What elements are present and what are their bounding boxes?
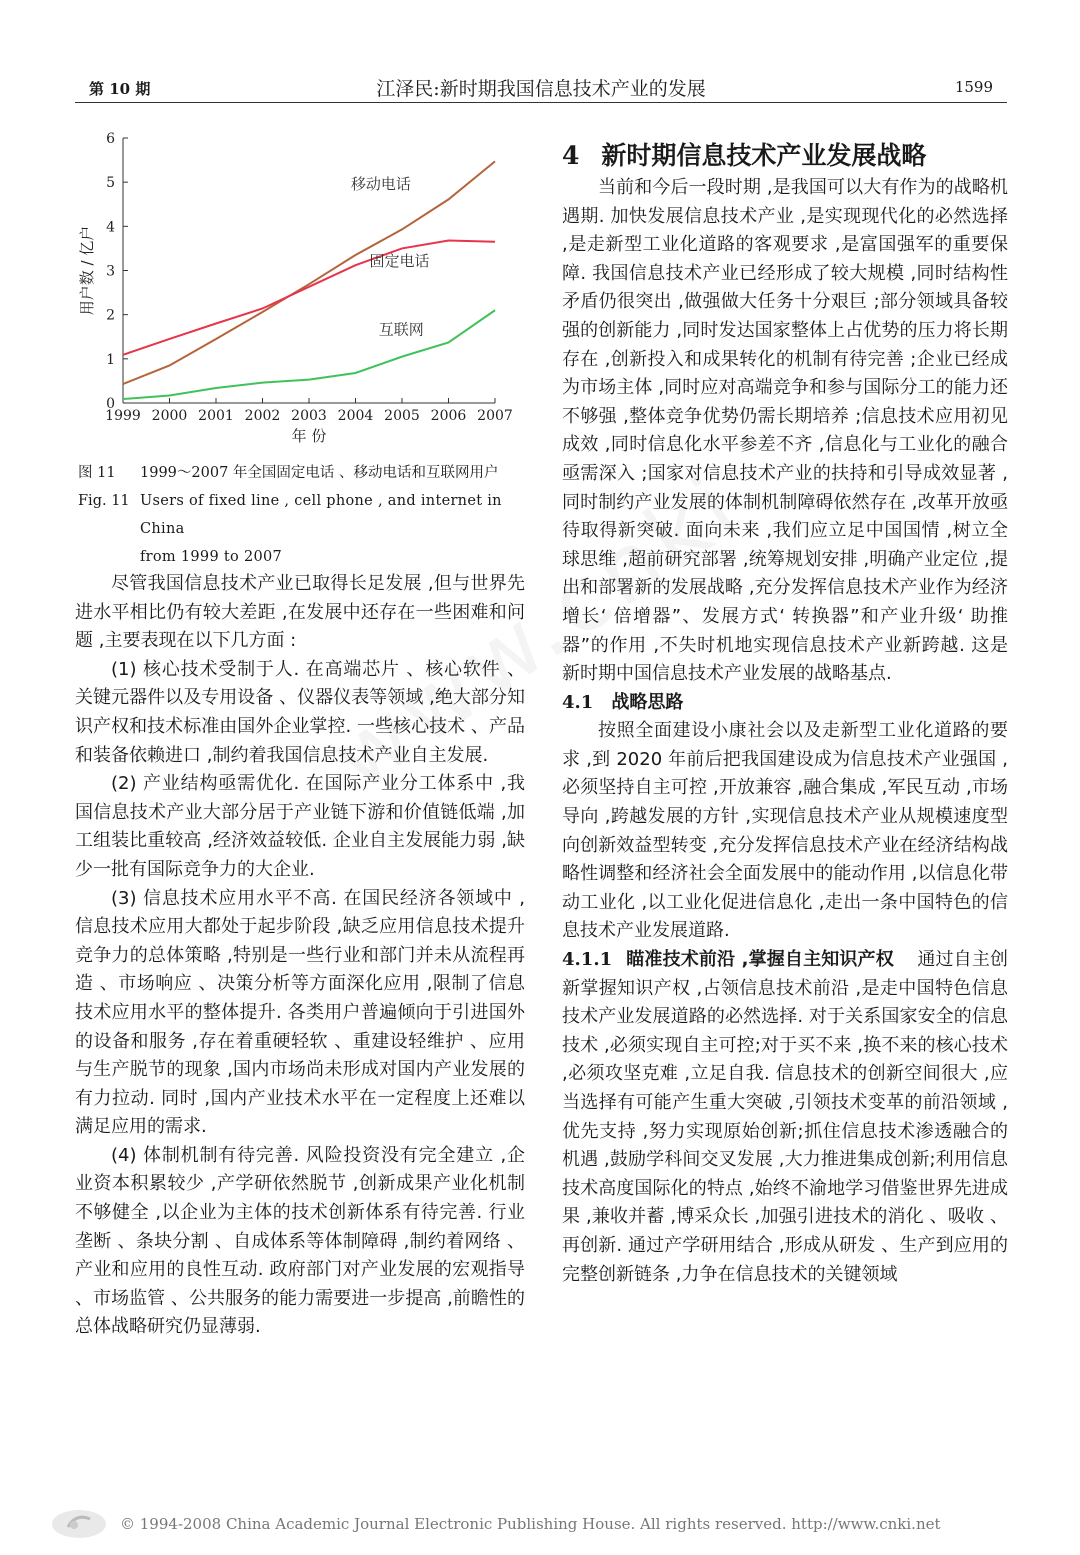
y-tick-label: 4	[106, 219, 115, 236]
subsection-heading	[562, 689, 1008, 718]
copyright-notice: © 1994-2008 China Academic Journal Electronic Publishing House. All rights reserved. http://www.cnki.net	[120, 1515, 941, 1533]
series-line-互联网	[123, 310, 495, 399]
paragraph	[562, 946, 1008, 1289]
page-number: 1599	[954, 78, 993, 96]
caption-en-line-1: Users of fixed line , cell phone , and internet in China	[140, 493, 502, 537]
y-tick-label: 2	[106, 307, 115, 324]
caption-cn-label: 图 11	[78, 465, 116, 481]
subsubsection-text: 通过自主创新掌握知识产权 ,占领信息技术前沿 ,是走中国特色信息技术产业发展道路的必然选择. 对于关系国家安全的信息技术 ,必须实现自主可控;对于买不来 ,换不来的核心技术 ,必须攻坚克难 ,立足自我. 信息技术的创新空间很大 ,应当选择有可能产生重大突破 ,引领技术变革的前沿领域 ,优先支持 ,努力实现原始创新;抓住信息技术渗透融合的机遇 ,鼓励学科间交叉发展 ,大力推进集成创新;利用信息技术高度国际化的特点 ,始终不渝地学习借鉴世界先进成果 ,兼收并蓄 ,博采众长 ,加强引进技术的消化 、吸收 、再创新. 通过产学研用结合 ,形成从研发 、生产到应用的完整创新链条 ,力争在信息技术的关键领域	[562, 949, 1008, 1285]
caption-cn-text: 1999～2007 年全国固定电话 、移动电话和互联网用户	[140, 465, 499, 481]
x-tick-label: 2005	[384, 408, 420, 424]
y-tick-label: 1	[106, 351, 115, 368]
paragraph: 当前和今后一段时期 ,是我国可以大有作为的战略机遇期. 加快发展信息技术产业 ,是实现现代化的必然选择 ,是走新型工业化道路的客观要求 ,是富国强军的重要保障. 我国信息技术产业已经形成了较大规模 ,同时结构性矛盾仍很突出 ,做强做大任务十分艰巨 ;部分领域具备较强的创新能力 ,同时发达国家整体上占优势的压力将长期存在 ,创新投入和成果转化的机制有待完善 ;企业已经成为市场主体 ,同时应对高端竞争和参与国际分工的能力还不够强 ,整体竞争优势仍需长期培养 ;信息技术应用初见成效 ,同时信息化水平参差不齐 ,信息化与工业化的融合亟需深入 ;国家对信息技术产业的扶持和引导成效显著 ,同时制约产业发展的体制机制障碍依然存在 ,改革开放亟待取得新突破. 面向未来 ,我们应立足中国国情 ,树立全球思维 ,超前研究部署 ,统筹规划安排 ,明确产业定位 ,提出和部署新的发展战略 ,充分发挥信息技术产业作为经济增长‘ 倍增器”、发展方式‘ 转换器”和产业升级‘ 助推器”的作用 ,不失时机地实现信息技术产业新跨越. 这是新时期中国信息技术产业发展的战略基点.	[562, 177, 1008, 685]
issue-number: 第 10 期	[89, 80, 151, 98]
y-tick-label: 6	[106, 131, 115, 147]
x-tick-label: 2006	[430, 408, 467, 424]
cnki-logo-icon	[50, 1507, 108, 1541]
subsubsection-number: 4.1.1	[562, 949, 613, 971]
y-axis-label: 用户数 / 亿户	[78, 225, 96, 316]
x-tick-label: 2007	[477, 408, 513, 424]
paragraph: (3) 信息技术应用水平不高. 在国民经济各领域中 ,信息技术应用大都处于起步阶段 ,缺乏应用信息技术提升竞争力的总体策略 ,特别是一些行业和部门并未从流程再造 、市场响应 、决策分析等方面深化应用 ,限制了信息技术应用水平的整体提升. 各类用户普遍倾向于引进国外的设备和服务 ,存在着重硬轻软 、重建设轻维护 、应用与生产脱节的现象 ,国内市场尚未形成对国内产业发展的有力拉动. 同时 ,国内产业技术水平在一定程度上还难以满足应用的需求.	[75, 887, 525, 1138]
subsection-title: 战略思路	[611, 691, 684, 713]
page-header	[75, 72, 1007, 103]
subsection-number: 4.1	[562, 691, 594, 713]
paragraph: 尽管我国信息技术产业已取得长足发展 ,但与世界先进水平相比仍有较大差距 ,在发展中还存在一些困难和问题 ,主要表现在以下几方面 :	[75, 573, 525, 652]
x-tick-label: 2003	[291, 408, 327, 424]
subsubsection-heading	[562, 949, 894, 970]
subsubsection-title: 瞄准技术前沿 ,掌握自主知识产权	[626, 949, 894, 971]
y-tick-label: 0	[106, 396, 115, 412]
section-title: 新时期信息技术产业发展战略	[601, 141, 927, 170]
caption-en-label: Fig. 11	[78, 493, 130, 509]
paragraph: (1) 核心技术受制于人. 在高端芯片 、核心软件 、关键元器件以及专用设备 、仪器仪表等领域 ,绝大部分知识产权和技术标准由国外企业掌控. 一些核心技术 、产品和装备依赖进口 ,制约着我国信息技术产业自主发展.	[75, 658, 525, 766]
x-tick-label: 1999	[105, 408, 141, 424]
caption-en-text	[140, 487, 538, 571]
y-tick-label: 5	[106, 175, 115, 192]
left-column	[75, 570, 525, 1342]
x-tick-label: 2001	[198, 408, 234, 424]
series-line-移动电话	[123, 161, 495, 384]
paragraph: 按照全面建设小康社会以及走新型工业化道路的要求 ,到 2020 年前后把我国建设成为信息技术产业强国 ,必须坚持自主可控 ,开放兼容 ,融合集成 ,军民互动 ,市场导向 ,跨越发展的方针 ,实现信息技术产业从规模速度型向创新效益型转变 ,充分发挥信息技术产业在经济结构战略性调整和经济社会全面发展中的能动作用 ,以信息化带动工业化 ,以工业化促进信息化 ,走出一条中国特色的信息技术产业发展道路.	[562, 720, 1008, 942]
figure-caption	[78, 459, 538, 571]
section-number: 4	[562, 141, 580, 170]
series-label: 移动电话	[350, 174, 411, 193]
paragraph: (4) 体制机制有待完善. 风险投资没有完全建立 ,企业资本积累较少 ,产学研依然脱节 ,创新成果产业化机制不够健全 ,以企业为主体的技术创新体系有待完善. 行业垄断 、条块分割 、自成体系等体制障碍 ,制约着网络 、产业和应用的良性互动. 政府部门对产业发展的宏观指导 、市场监管 、公共服务的能力需要进一步提高 ,前瞻性的总体战略研究仍显薄弱.	[75, 1144, 525, 1338]
figure-11-chart	[70, 128, 530, 448]
x-tick-label: 2004	[337, 408, 374, 424]
paragraph: (2) 产业结构亟需优化. 在国际产业分工体系中 ,我国信息技术产业大部分居于产业链下游和价值链低端 ,加工组装比重较高 ,经济效益较低. 企业自主发展能力弱 ,缺少一批有国际竞争力的大企业.	[75, 773, 525, 880]
running-title: 江泽民:新时期我国信息技术产业的发展	[376, 78, 706, 100]
y-tick-label: 3	[106, 263, 115, 280]
series-line-固定电话	[123, 240, 495, 354]
x-tick-label: 2002	[244, 408, 281, 424]
series-label: 互联网	[378, 320, 424, 339]
right-column	[562, 138, 1008, 1289]
series-label: 固定电话	[369, 252, 430, 271]
x-axis-label: 年 份	[291, 427, 327, 445]
caption-en-line-2: from 1999 to 2007	[140, 549, 283, 565]
line-chart	[70, 128, 530, 448]
page-footer	[50, 1505, 1050, 1545]
x-tick-label: 2000	[151, 408, 188, 424]
section-heading	[562, 138, 1008, 174]
